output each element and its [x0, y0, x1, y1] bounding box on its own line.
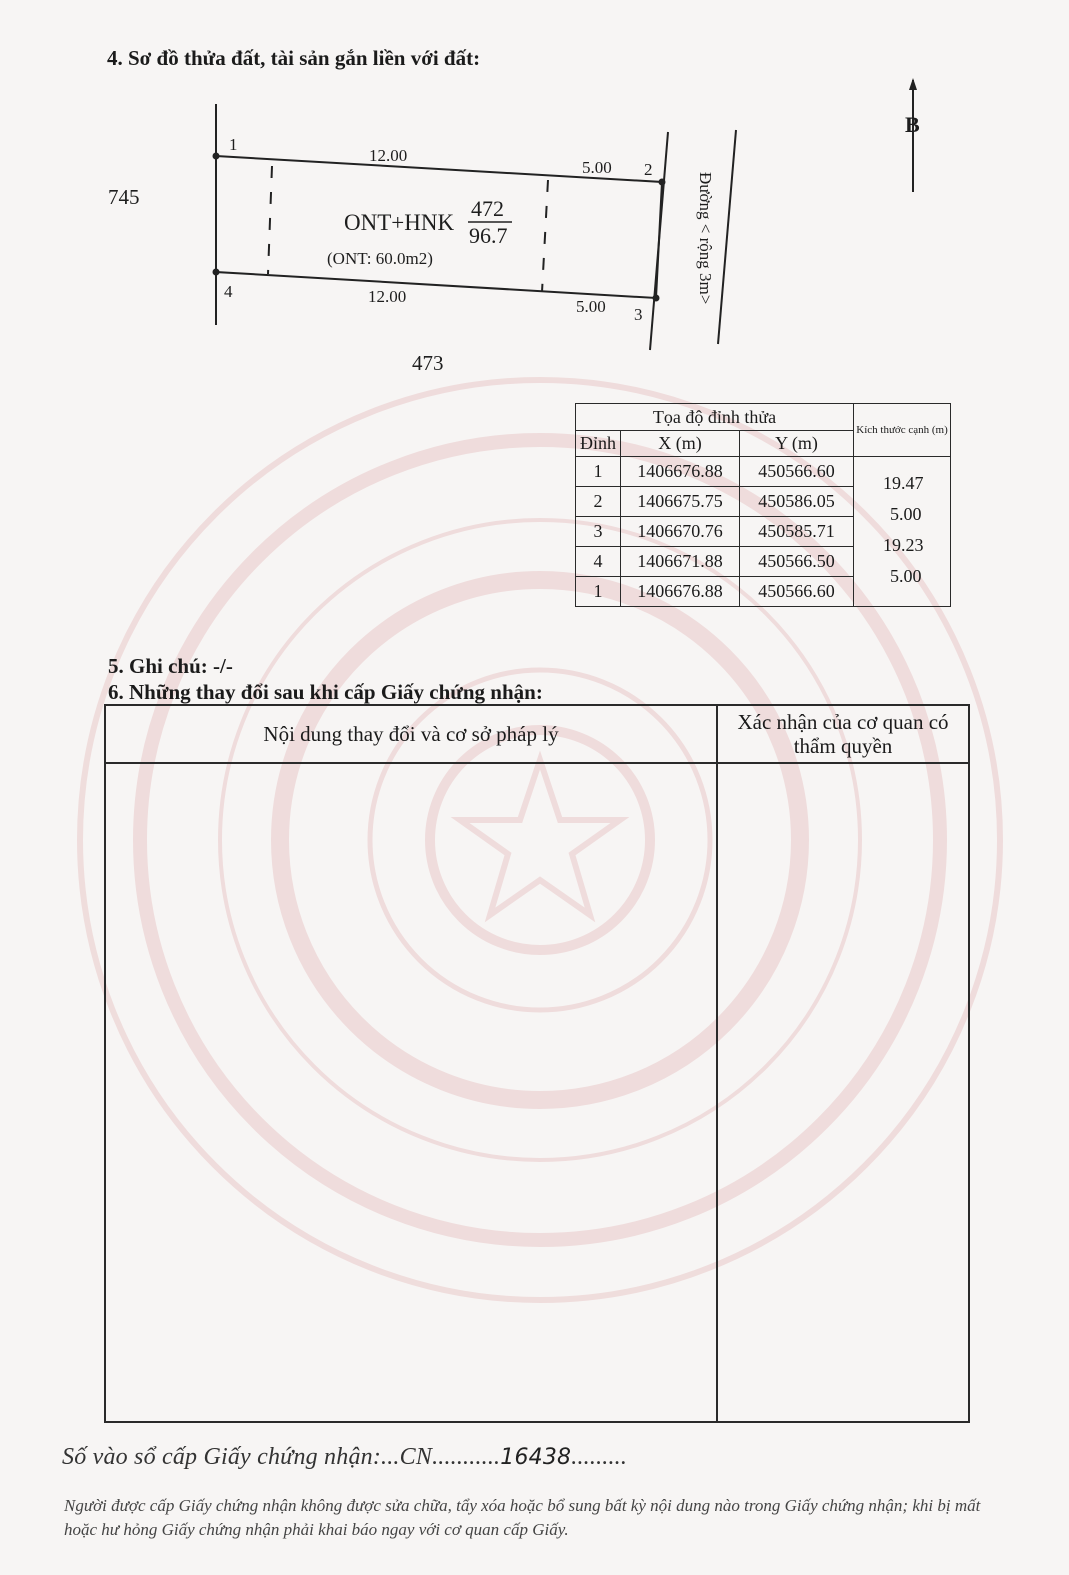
coord-table-title: Tọa độ đỉnh thửa [576, 404, 854, 431]
section-5-title: 5. Ghi chú: -/- [108, 654, 233, 678]
y-cell: 450586.05 [740, 487, 854, 517]
col-x-header: X (m) [621, 431, 740, 457]
table-row [576, 457, 951, 487]
parcel-area: 96.7 [469, 223, 508, 248]
edge-top-left: 12.00 [369, 146, 408, 165]
ont-note: (ONT: 60.0m2) [327, 249, 433, 268]
edge-bottom-right: 5.00 [576, 297, 606, 316]
section-4-title: 4. Sơ đồ thửa đất, tài sản gắn liền với đất: [107, 46, 481, 70]
side-2-3: 5.00 [890, 504, 922, 524]
neighbor-south: 473 [412, 351, 444, 375]
y-cell: 450585.71 [740, 517, 854, 547]
vertex-cell: 4 [576, 547, 621, 577]
vertex-4-label: 4 [224, 282, 233, 301]
vertex-1-label: 1 [229, 135, 238, 154]
section-6-title: 6. Những thay đổi sau khi cấp Giấy chứng nhận: [108, 680, 543, 704]
land-plot-diagram [0, 0, 1069, 400]
vertex-cell: 3 [576, 517, 621, 547]
vertex-3-label: 3 [634, 305, 643, 324]
x-cell: 1406675.75 [621, 487, 740, 517]
edge-top-right: 5.00 [582, 158, 612, 177]
side-lengths-cell [854, 457, 951, 607]
vertex-cell: 2 [576, 487, 621, 517]
register-label: Số vào sổ cấp Giấy chứng nhận: [62, 1444, 382, 1470]
side-length-header: Kích thước cạnh (m) [854, 404, 951, 457]
certificate-notice: Người được cấp Giấy chứng nhận không được sửa chữa, tẩy xóa hoặc bổ sung bất kỳ nội dung nào trong Giấy chứng nhận; khi bị mất hoặc hư hỏng Giấy chứng nhận phải khai báo ngay với cơ quan cấp Giấy. [64, 1496, 981, 1539]
side-1-2: 19.47 [883, 473, 924, 493]
road-label: Đường < rộng 3m> [696, 172, 715, 305]
x-cell: 1406676.88 [621, 577, 740, 607]
y-cell: 450566.60 [740, 577, 854, 607]
y-cell: 450566.60 [740, 457, 854, 487]
vertex-cell: 1 [576, 577, 621, 607]
coordinate-table [575, 403, 951, 607]
x-cell: 1406670.76 [621, 517, 740, 547]
col-content-header: Nội dung thay đổi và cơ sở pháp lý [263, 722, 559, 746]
col-confirm-header: Xác nhận của cơ quan có thẩm quyền [737, 710, 949, 758]
x-cell: 1406671.88 [621, 547, 740, 577]
changes-table [104, 704, 970, 1423]
neighbor-west: 745 [108, 185, 140, 209]
edge-bottom-left: 12.00 [368, 287, 407, 306]
x-cell: 1406676.88 [621, 457, 740, 487]
side-4-1: 5.00 [890, 566, 922, 586]
register-prefix: CN [399, 1444, 433, 1470]
y-cell: 450566.50 [740, 547, 854, 577]
parcel-number: 472 [471, 196, 504, 221]
register-line: Số vào sổ cấp Giấy chứng nhận:...CN...........16438......... [62, 1444, 628, 1470]
side-3-4: 19.23 [883, 535, 924, 555]
north-label: B [905, 112, 920, 137]
col-vertex-header: Đỉnh [576, 431, 621, 457]
land-type: ONT+HNK [344, 210, 455, 235]
vertex-cell: 1 [576, 457, 621, 487]
vertex-2-label: 2 [644, 160, 653, 179]
col-y-header: Y (m) [740, 431, 854, 457]
register-number: 16438 [500, 1445, 572, 1470]
